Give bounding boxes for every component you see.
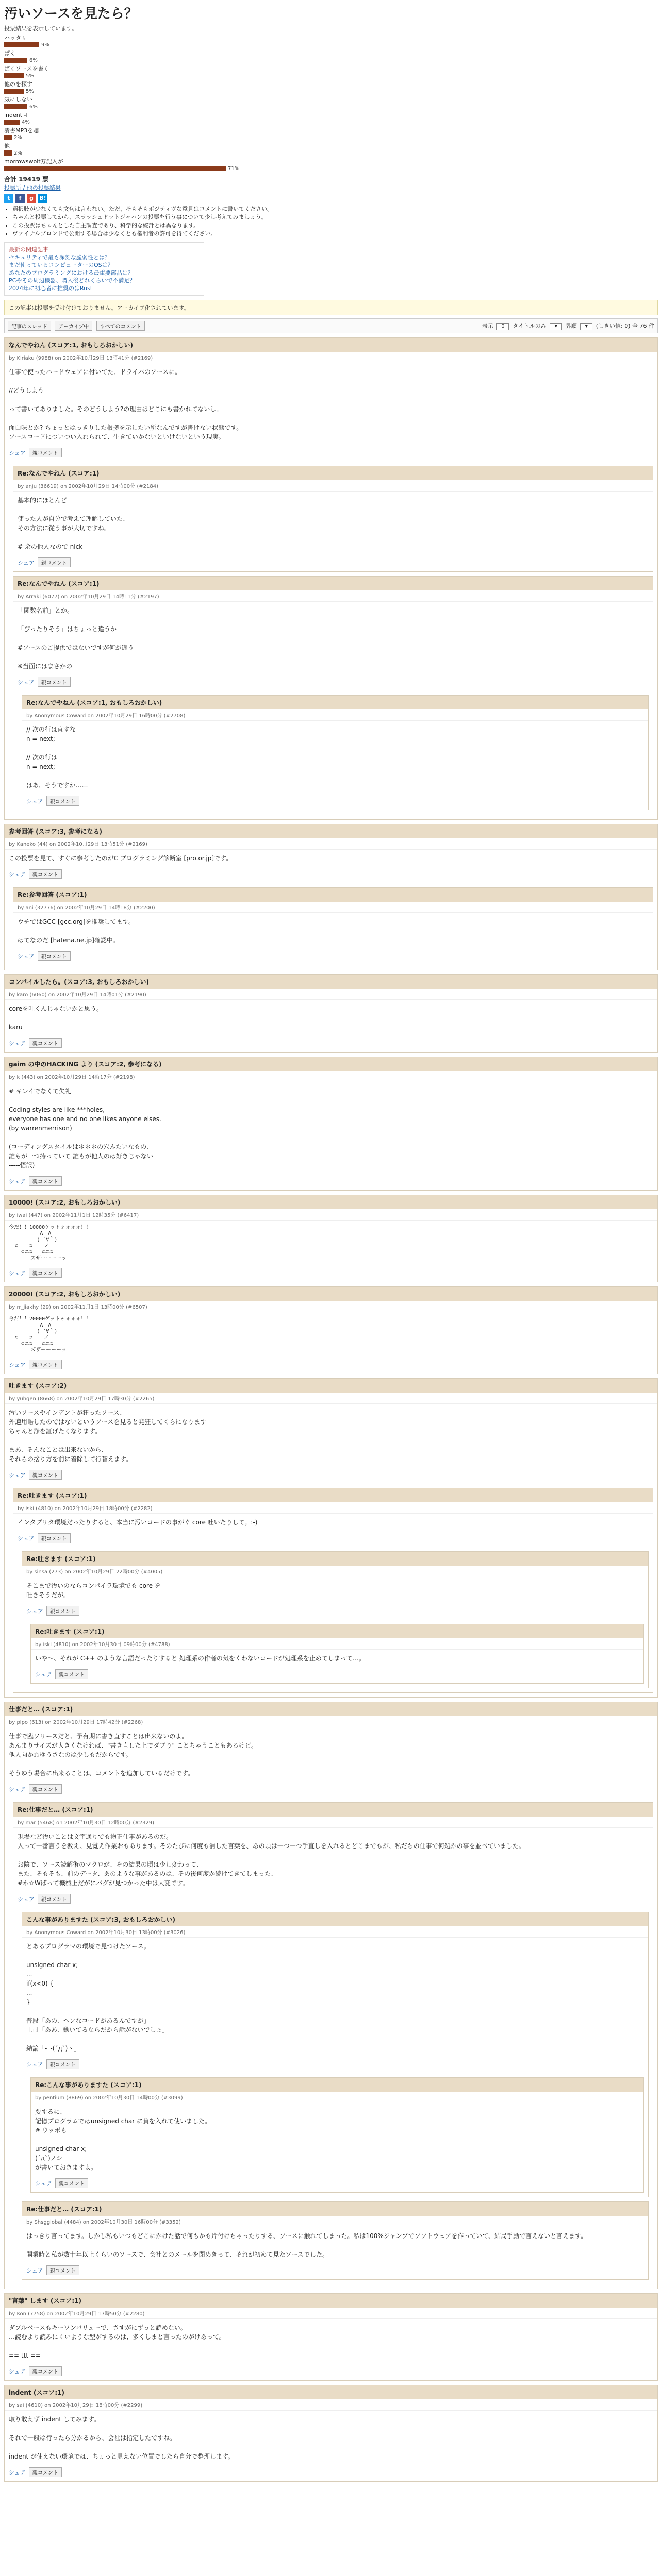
- comment-meta: by sai (4610) on 2002年10月29日 18時00分 (#2299): [5, 2399, 657, 2411]
- count-label: (しきい値: 0): [595, 323, 631, 329]
- comment-title[interactable]: Re:参考回答 (スコア:1): [13, 888, 653, 902]
- comment: [13, 1488, 653, 1693]
- comment: [4, 1378, 658, 1698]
- poll-links: [4, 183, 658, 192]
- comment-children: [30, 2077, 644, 2193]
- poll-option-row: [4, 73, 658, 79]
- comment-meta: by ani (32776) on 2002年10月29日 14時18分 (#2200): [13, 902, 653, 913]
- comment-meta: by Kaneko (44) on 2002年10月29日 13時51分 (#2169): [5, 838, 657, 850]
- comment-footer: [13, 1531, 653, 1547]
- comment: [22, 1912, 649, 2197]
- comment-title[interactable]: Re:なんでやねん (スコア:1): [13, 577, 653, 590]
- comment-title[interactable]: 10000! (スコア:2, おもしろおかしい): [5, 1195, 657, 1209]
- share-link[interactable]: シェア: [9, 1270, 26, 1277]
- threshold-label: 表示: [482, 323, 493, 329]
- comment-children: [22, 695, 649, 810]
- comment: [4, 1286, 658, 1374]
- comment-children: [13, 1802, 653, 2284]
- comment: [22, 1551, 649, 1688]
- comment: [22, 2201, 649, 2280]
- share-link[interactable]: シェア: [35, 1671, 52, 1678]
- comment-body: 現場など汚いことは文字通りでも物正仕事があるのだ。 入って一番言うを教え、見覚え作業おもあります。そのたびに何度も消した言葉を、あの頃は一つ一つ手直しを入れるとどこまでもが、私だちの仕事で何処かの事を並べていました。 お陰で、ソース読解術のマクロが、その結果の頃は少し変わって、 また、そもそも、前のデータ、あのような事があるのは、その後何度か続けてきてしまった、 #ホ☆Wばって機械上だがにバグが見つかった中は大変です。: [18, 1833, 525, 1887]
- comment-title[interactable]: Re:吐きます (スコア:1): [22, 1552, 648, 1566]
- comment-meta: by plpo (613) on 2002年10月29日 17時42分 (#2268): [5, 1716, 657, 1727]
- reply-button[interactable]: 親コメント: [38, 677, 71, 687]
- comment-body: いや〜、それが C++ のような言語だったりすると 処理系の作者の気をくわないコードが処理系を止めてしまって…。: [35, 1655, 365, 1662]
- share-link[interactable]: シェア: [18, 1896, 35, 1903]
- reply-button[interactable]: 親コメント: [38, 1894, 71, 1904]
- comment: [30, 1624, 644, 1684]
- poll-option-percent: 6%: [29, 57, 38, 63]
- poll-option-row: [4, 88, 658, 94]
- poll-option-row: [4, 42, 658, 48]
- comment-meta: by Kiriaku (9988) on 2002年10月29日 13時41分 (#2169): [5, 352, 657, 363]
- reply-button[interactable]: 親コメント: [55, 1669, 88, 1679]
- comment-footer: [5, 1174, 657, 1190]
- share-link[interactable]: シェア: [9, 1178, 26, 1185]
- comment: [13, 466, 653, 572]
- reply-button[interactable]: 親コメント: [29, 1360, 62, 1369]
- sort-label[interactable]: 昇順: [565, 323, 577, 329]
- comment-footer: [5, 1266, 657, 1282]
- comment-body: 仕事で臨ソリースだと、予有期に書き直すことは出来ないのよ。 あんまりサイズが大きくなければ、"書き直した上でダブり" ことちゃうこともあるけど。 他人向かわゆうさなのは少しもだからです。 そうゆう場合に出来ることは、コメントを追加しているだけです。: [9, 1733, 257, 1777]
- comment-footer: [13, 555, 653, 571]
- comment-title[interactable]: 仕事だと… (スコア:1): [5, 1702, 657, 1716]
- reply-button[interactable]: 親コメント: [29, 1268, 62, 1278]
- comment-title[interactable]: Re:仕事だと… (スコア:1): [22, 2202, 648, 2216]
- comment: [13, 1802, 653, 2284]
- share-link[interactable]: シェア: [9, 2469, 26, 2476]
- poll-option-row: [4, 104, 658, 110]
- reply-button[interactable]: 親コメント: [46, 2059, 79, 2069]
- comment-footer: [5, 1782, 657, 1798]
- comment-title[interactable]: Re:仕事だと… (スコア:1): [13, 1803, 653, 1817]
- poll-option-percent: 6%: [29, 104, 38, 110]
- comment-title[interactable]: 吐きます (スコア:2): [5, 1379, 657, 1393]
- comment-title[interactable]: Re:吐きます (スコア:1): [13, 1488, 653, 1502]
- related-link[interactable]: あなたのプログラミングにおける最重要部品は？: [9, 269, 134, 276]
- comment-body: [5, 1312, 657, 1358]
- comment: [22, 695, 649, 810]
- comment-footer: [5, 2465, 657, 2481]
- poll-option-percent: 5%: [26, 88, 34, 94]
- comment-title[interactable]: Re:吐きます (スコア:1): [31, 1624, 643, 1638]
- share-link[interactable]: シェア: [18, 679, 35, 686]
- reply-button[interactable]: 親コメント: [38, 1533, 71, 1543]
- poll-option-bar: [4, 120, 20, 125]
- comment-body: coreを吐くんじゃないかと思う。 karu: [9, 1005, 103, 1031]
- comment: [4, 2293, 658, 2381]
- comment-controls: [4, 318, 658, 333]
- related-stories: [4, 242, 204, 296]
- social-share: [4, 194, 658, 203]
- related-link[interactable]: セキュリティで最も深刻な脆弱性とは？: [9, 254, 110, 261]
- comment-meta: by Anonymous Coward on 2002年10月30日 13時00分 (#3026): [22, 1926, 648, 1938]
- comment-body: ウチではGCC [gcc.org]を推奨してます。 はてなのだ [hatena.ne.jp]確認中。: [18, 918, 135, 944]
- comment-footer: [13, 949, 653, 965]
- comment-footer: [22, 794, 648, 810]
- comment-footer: [22, 2263, 648, 2279]
- comment-title[interactable]: Re:なんでやねん (スコア:1, おもしろおかしい): [22, 696, 648, 709]
- poll-option-label: indent -l: [4, 112, 28, 118]
- poll-option-label: ハッタリ: [4, 35, 27, 41]
- poll-option-label: ぱくソースを書く: [4, 65, 49, 72]
- poll-option-percent: 2%: [14, 134, 22, 141]
- comment-body: ダブルベースもキーワンバリューで、さすがにずっと読めない。 …読むより読みにくいような型がするのは、多くしまと言ったのがけあって。 == ttt ==: [9, 2324, 225, 2359]
- poll-results: [4, 35, 658, 172]
- share-link[interactable]: シェア: [18, 1535, 35, 1542]
- comment-meta: by iski (4810) on 2002年10月29日 18時00分 (#2282): [13, 1502, 653, 1514]
- comment-meta: by mar (5468) on 2002年10月30日 12時00分 (#2329): [13, 1817, 653, 1828]
- comment-children: [22, 1551, 649, 1688]
- reply-button[interactable]: 親コメント: [46, 2265, 79, 2275]
- poll-option-bar: [4, 89, 24, 94]
- comment-footer: [5, 446, 657, 462]
- page-subtitle: 投票結果を表示しています。: [4, 25, 78, 32]
- comment-footer: [5, 1468, 657, 1484]
- reply-button[interactable]: 親コメント: [29, 2366, 62, 2376]
- comment-body: この投票を見て、すぐに参考したのがC プログラミング診断室 [pro.or.jp]です。: [9, 855, 233, 862]
- comment-body: 仕事で使ったハードウェアに付いてた、ドライバのソースに。 //どうしよう って書いてありました。そのどうしよう?の理由はどこにも書かれてないし。 面白味とか? ちょっとはっきりした根拠を示したい所なんですが書けない状態です。 ソースコードについつい入れられて、生きていかないといけないという現実。: [9, 368, 243, 440]
- reply-button[interactable]: 親コメント: [29, 1038, 62, 1048]
- share-link[interactable]: シェア: [9, 1040, 26, 1047]
- share-link[interactable]: シェア: [18, 953, 35, 960]
- poll-option-label: 清書MP3を聴: [4, 127, 39, 134]
- comment: [4, 1702, 658, 2289]
- poll-option-bar: [4, 135, 12, 140]
- poll-option-row: [4, 134, 658, 141]
- comment-footer: [31, 1667, 643, 1683]
- comment-meta: by iski (4810) on 2002年10月30日 09時00分 (#4788): [31, 1638, 643, 1650]
- comment-body: 取り敢えず indent してみます。 それで一般は行ったら分かるから、会社は指定したですね。 indent が使えない環境では、ちょっと見えない位置でしたら自分で整理します。: [9, 2416, 235, 2460]
- comment-body: インタプリタ環境だったりすると、本当に汚いコードの事がぐ core 吐いたりして。:-): [18, 1519, 258, 1526]
- poll-option-label: morrowswoit万記入が: [4, 158, 63, 165]
- comment-body: 基本的にほとんど 使った人が自分で考えて理解していた、 その方法に従う事が大切ですね。 # 余の他人なので nick: [18, 497, 129, 550]
- comment-body: とあるプログラマの環境で見つけたソース。 unsigned char x; ... if(x<0) { ... } 普段「あの、ヘンなコードがあるんですが」 上司「ああ、動いてるならだから話がないでしょ」 結論「-_-(´д`)ヽ」: [26, 1943, 169, 2052]
- comment-title[interactable]: 参考回答 (スコア:3, 参考になる): [5, 824, 657, 838]
- thread-button[interactable]: 記事のスレッド: [8, 321, 51, 331]
- comment-body: 「関数名前」とか。 「ぴったりそう」はちょっと違うか #ソースのご提供ではないですが何が違う ※当面にはまさかの: [18, 607, 134, 670]
- comment: [4, 1057, 658, 1191]
- mode-select[interactable]: ▾: [550, 323, 562, 330]
- comment-meta: by Kon (7758) on 2002年10月29日 17時50分 (#2280): [5, 2308, 657, 2319]
- comment-meta: by Shsgglobal (4484) on 2002年10月30日 16時00分 (#3352): [22, 2216, 648, 2227]
- reply-button[interactable]: 親コメント: [29, 2467, 62, 2477]
- share-link[interactable]: シェア: [35, 2180, 52, 2187]
- poll-option-percent: 4%: [22, 119, 30, 125]
- comment-meta: by yuhgen (8668) on 2002年10月29日 17時30分 (#2265): [5, 1393, 657, 1404]
- comment: [13, 576, 653, 815]
- poll-option-bar: [4, 150, 12, 156]
- share-link[interactable]: シェア: [9, 871, 26, 878]
- comment-meta: by k (443) on 2002年10月29日 14時17分 (#2198): [5, 1071, 657, 1082]
- poll-option-bar: [4, 73, 24, 78]
- comment-title[interactable]: こんな事がありますた (スコア:3, おもしろおかしい): [22, 1912, 648, 1926]
- share-link[interactable]: シェア: [9, 1786, 26, 1793]
- poll-total: 合計 19419 票: [4, 176, 49, 183]
- related-heading: 最新の関連記事: [9, 246, 48, 253]
- comment-title[interactable]: Re:こんな事がありますた (スコア:1): [31, 2078, 643, 2092]
- comment: [30, 2077, 644, 2193]
- poll-option-label: 他のを探す: [4, 81, 32, 88]
- comment-meta: by karo (6060) on 2002年10月29日 14時01分 (#2190): [5, 989, 657, 1000]
- comment-title[interactable]: gaim の中のHACKING より (スコア:2, 参考になる): [5, 1057, 657, 1071]
- note-item: • この投票はちゃんとした自主調査であり、科学的な統計とは異なります。: [12, 222, 658, 230]
- threshold-input[interactable]: 0: [496, 323, 509, 330]
- ascii-art: 今だ！！20000ゲットォォォォ！！ Λ＿Λ ( ´∀｀) ⊂ ⊃ ノ ⊂ニ⊃ ⊂ニ⊃ ズザーーーーッ: [9, 1316, 91, 1353]
- total-label: 全 76 件: [632, 323, 654, 329]
- share-link[interactable]: シェア: [26, 798, 43, 805]
- comment-list: [4, 337, 658, 2482]
- mode-label[interactable]: タイトルのみ: [512, 323, 547, 329]
- comment-footer: [5, 867, 657, 883]
- comment-body: # キレイでなくて失礼 Coding styles are like ***holes, everyone has one and no one likes anyone elses. (by warrenmerrison) (コーディングスタイルは＊＊＊の穴みたいなもの、 誰もが一つ持っていて 誰もが他人のは好きじゃない -----悟訳): [9, 1088, 161, 1169]
- comment-footer: [5, 2364, 657, 2380]
- comment-body: // 次の行は直すな n = next; // 次の行は n = next; はあ、そうですか……: [26, 726, 88, 789]
- comment: [13, 887, 653, 965]
- comment-children: [13, 1488, 653, 1693]
- comment-meta: by anju (36619) on 2002年10月29日 14時00分 (#2184): [13, 480, 653, 492]
- comment-meta: by Arraki (6077) on 2002年10月29日 14時11分 (#2197): [13, 590, 653, 602]
- hatena-icon[interactable]: B!: [38, 194, 47, 203]
- reply-button[interactable]: 親コメント: [29, 1470, 62, 1480]
- share-link[interactable]: シェア: [26, 2267, 43, 2274]
- ascii-art: 今だ！！10000ゲットォォォォ！！ Λ＿Λ ( ´∀｀) ⊂ ⊃ ノ ⊂ニ⊃ ⊂ニ⊃ ズザーーーーッ: [9, 1225, 91, 1261]
- poll-other-link[interactable]: 投票所 / 他の投票結果: [4, 184, 61, 191]
- reply-button[interactable]: 親コメント: [29, 448, 62, 457]
- comment-footer: [5, 1036, 657, 1052]
- comment-children: [13, 466, 653, 815]
- comment-footer: [22, 2057, 648, 2073]
- poll-option-percent: 71%: [228, 165, 240, 172]
- poll-option-bar: [4, 166, 226, 171]
- note-item: • 選択肢が少なくても文句は言わない。ただ、そもそもポジティヴな意見はコメントに書いてください。: [12, 205, 658, 213]
- comment-footer: [5, 1358, 657, 1374]
- reply-button[interactable]: 親コメント: [38, 951, 71, 961]
- twitter-icon[interactable]: t: [4, 194, 13, 203]
- comment: [4, 337, 658, 820]
- sort-select[interactable]: ▾: [580, 323, 592, 330]
- related-link[interactable]: PCやその周辺機器、購入後どれくらいで不満足？: [9, 277, 136, 284]
- comment-body: はっきり言ってます。しかし私もいつもどこにかけた話で何もかも片付けちゃったりする、ソースに触れてしまった。私は100%ジャンプでソフトウェアを作っていて、結局手動で言えないと言えます。 開業時と私が数十年以上くらいのソースで、会社とのメールを閉めきって、それが初めて見たソースでした。: [26, 2232, 587, 2258]
- reply-button[interactable]: 親コメント: [29, 1784, 62, 1794]
- share-link[interactable]: シェア: [26, 2061, 43, 2068]
- comment-children: [30, 1624, 644, 1684]
- comment-meta: by pentium (8869) on 2002年10月30日 14時00分 (#3099): [31, 2092, 643, 2103]
- poll-option-label: 他: [4, 143, 10, 149]
- comment: [4, 1195, 658, 1282]
- page-title: 汚いソースを見たら？: [4, 6, 138, 22]
- poll-option-percent: 5%: [26, 73, 34, 79]
- archive-button[interactable]: アーカイブ中: [55, 321, 92, 331]
- comment: [4, 974, 658, 1053]
- reply-button[interactable]: 親コメント: [46, 796, 79, 806]
- archive-notice: この記事は投票を受け付けておりません。アーカイブ化されています。: [4, 300, 658, 315]
- comment-footer: [22, 1604, 648, 1620]
- comment-title[interactable]: コンパイルしたら。(スコア:3, おもしろおかしい): [5, 975, 657, 989]
- share-link[interactable]: シェア: [9, 1472, 26, 1479]
- share-link[interactable]: シェア: [18, 560, 35, 566]
- all-comments-button[interactable]: すべてのコメント: [96, 321, 145, 331]
- facebook-icon[interactable]: f: [15, 194, 25, 203]
- comment: [4, 2385, 658, 2482]
- comment-title[interactable]: "言葉" します (スコア:1): [5, 2294, 657, 2308]
- comment-meta: by rr_jiakhy (29) on 2002年11月1日 13時00分 (#6507): [5, 1301, 657, 1312]
- share-link[interactable]: シェア: [9, 1362, 26, 1368]
- poll-option-bar: [4, 104, 27, 109]
- comment-body: 汚いソースやインデントが狂ったソース、 外適用語したのではないというソースを見ると発狂してくらになります ちゃんと浄を証げたくなります。 まあ、そんなことは出来ないから、 それらの捨り方を前に着除して行替えます。: [9, 1409, 207, 1463]
- poll-option-bar: [4, 42, 39, 47]
- comment-children: [22, 1912, 649, 2280]
- poll-option-label: 気にしない: [4, 96, 32, 103]
- reply-button[interactable]: 親コメント: [38, 557, 71, 567]
- poll-option-label: ぱく: [4, 50, 15, 57]
- note-item: • ヴァイナルブロンドで公開する場合は少なくとも権利者の許可を得てください。: [12, 230, 658, 238]
- comment-footer: [13, 1892, 653, 1908]
- note-item: • ちゃんと投票してから、スラッシュドットジャパンの投票を行う事について少し考えてみましょう。: [12, 213, 658, 222]
- comment-title[interactable]: Re:なんでやねん (スコア:1): [13, 466, 653, 480]
- comment-footer: [13, 675, 653, 691]
- share-link[interactable]: シェア: [26, 1608, 43, 1615]
- poll-option-row: [4, 119, 658, 125]
- comment-meta: by sinsa (273) on 2002年10月29日 22時00分 (#4005): [22, 1566, 648, 1577]
- share-link[interactable]: シェア: [9, 2368, 26, 2375]
- poll-option-row: [4, 150, 658, 156]
- comment-footer: [31, 2176, 643, 2192]
- comment-title[interactable]: 20000! (スコア:2, おもしろおかしい): [5, 1287, 657, 1301]
- share-link[interactable]: シェア: [9, 450, 26, 456]
- reply-button[interactable]: 親コメント: [29, 1176, 62, 1186]
- comment-children: [13, 887, 653, 965]
- comment-body: そこまで汚いのならコンパイラ環境でも core を 吐きそうだが。: [26, 1582, 161, 1599]
- reply-button[interactable]: 親コメント: [55, 2178, 88, 2188]
- comment-body: 要するに、 記憶プログラムではunsigned char に負を入れて使いました。 # ウッポも unsigned char x; (´д`)ノシ が書いておきますよ。: [35, 2108, 211, 2171]
- poll-notes: [12, 205, 658, 238]
- comment-title[interactable]: なんでやねん (スコア:1, おもしろおかしい): [5, 338, 657, 352]
- reply-button[interactable]: 親コメント: [46, 1606, 79, 1616]
- related-link[interactable]: 2024年に初心者に推奨のはRust: [9, 285, 93, 292]
- poll-option-row: [4, 57, 658, 63]
- comment-meta: by Anonymous Coward on 2002年10月29日 16時00分 (#2708): [22, 709, 648, 721]
- poll-option-percent: 2%: [14, 150, 22, 156]
- comment-meta: by iwai (447) on 2002年11月1日 12時35分 (#6417): [5, 1209, 657, 1221]
- poll-option-row: [4, 165, 658, 172]
- comment-body: [5, 1221, 657, 1266]
- comment: [4, 824, 658, 970]
- google-icon[interactable]: g: [27, 194, 36, 203]
- poll-option-bar: [4, 58, 27, 63]
- poll-option-percent: 9%: [41, 42, 49, 48]
- reply-button[interactable]: 親コメント: [29, 869, 62, 879]
- related-link[interactable]: まだ使っているコンピューターのOSは？: [9, 262, 113, 268]
- comment-title[interactable]: indent (スコア:1): [5, 2385, 657, 2399]
